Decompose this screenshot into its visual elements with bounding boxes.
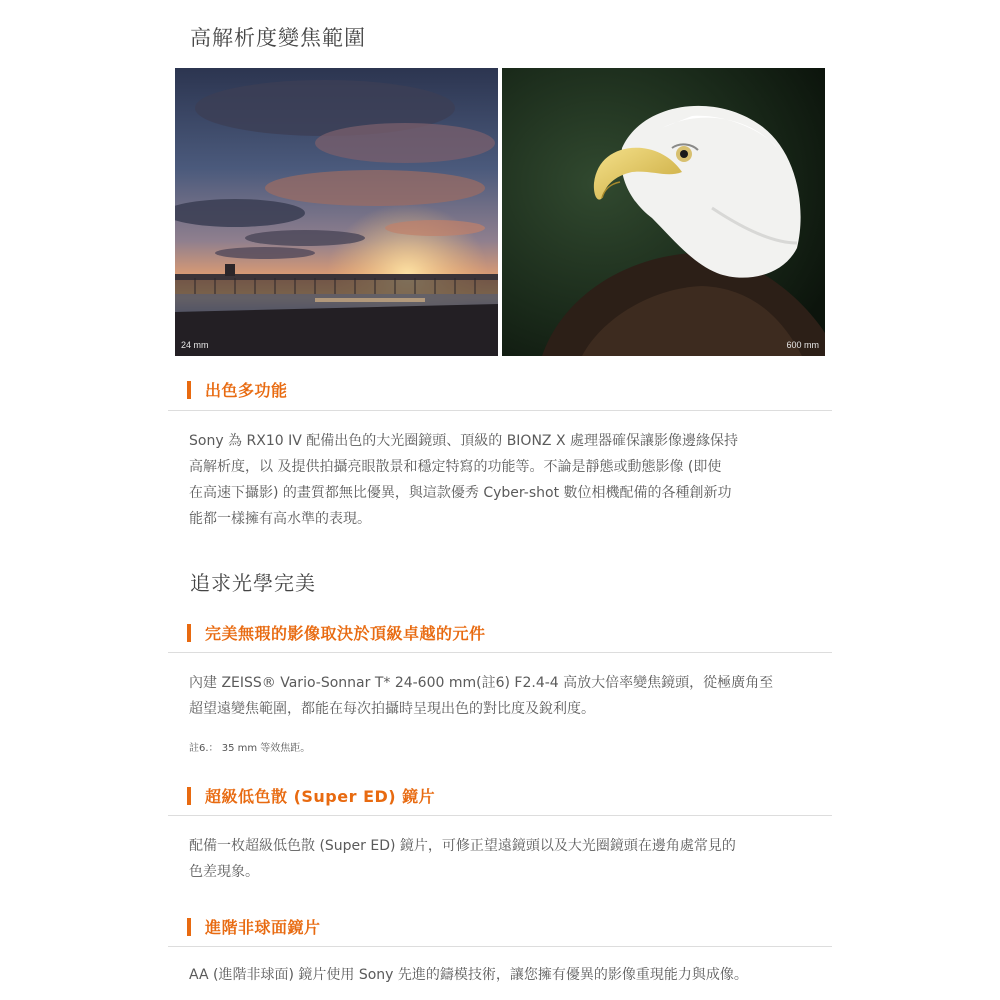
paragraph-line: 在高速下攝影) 的畫質都無比優異，與這款優秀 Cyber-shot 數位相機配備的各種創新功 [189,485,732,501]
section-paragraph-aspherical [189,962,819,988]
section-heading-label: 進階非球面鏡片 [205,918,321,937]
subsection-title: 追求光學完美 [190,571,316,595]
divider [168,652,832,653]
page-title: 高解析度變焦範圍 [190,26,366,50]
paragraph-line: 內建 ZEISS® Vario-Sonnar T* 24-600 mm(註6) F2.4-4 高放大倍率變焦鏡頭，從極廣角至 [189,675,774,691]
section-heading-label: 出色多功能 [205,381,288,400]
bald-eagle-photo [502,68,825,356]
section-heading-versatile [187,378,288,401]
section-heading-label: 超級低色散 (Super ED) 鏡片 [205,787,436,806]
paragraph-line: Sony 為 RX10 IV 配備出色的大光圈鏡頭、頂級的 BIONZ X 處理器確保讓影像邊緣保持 [189,433,739,449]
divider [168,410,832,411]
paragraph-line: 色差現象。 [189,864,259,880]
section-heading-aspherical [187,915,321,938]
paragraph-line: 高解析度，以 及提供拍攝亮眼散景和穩定特寫的功能等。不論是靜態或動態影像 (即使 [189,459,722,475]
section-heading-label: 完美無瑕的影像取決於頂級卓越的元件 [205,624,486,643]
accent-bar [187,918,191,936]
section-heading-super-ed [187,784,435,807]
accent-bar [187,787,191,805]
section-heading-components [187,621,486,644]
sunset-pier-photo [175,68,498,356]
divider [168,946,832,947]
accent-bar [187,381,191,399]
accent-bar [187,624,191,642]
paragraph-line: 能都一樣擁有高水準的表現。 [189,511,371,527]
divider [168,815,832,816]
paragraph-line: 配備一枚超級低色散 (Super ED) 鏡片，可修正望遠鏡頭以及大光圈鏡頭在邊角處常見的 [189,838,736,854]
section-paragraph-super-ed [189,833,819,885]
section-paragraph-components [189,670,819,722]
paragraph-line: AA (進階非球面) 鏡片使用 Sony 先進的鑄模技術，讓您擁有優異的影像重現能力與成像。 [189,967,748,983]
section-paragraph-versatile [189,428,819,532]
paragraph-line: 超望遠變焦範圍，都能在每次拍攝時呈現出色的對比度及銳利度。 [189,701,595,717]
focal-length-label-wide: 24 mm [181,340,209,350]
footnote: 註6.： 35 mm 等效焦距。 [189,743,311,754]
focal-length-label-tele: 600 mm [786,340,819,350]
